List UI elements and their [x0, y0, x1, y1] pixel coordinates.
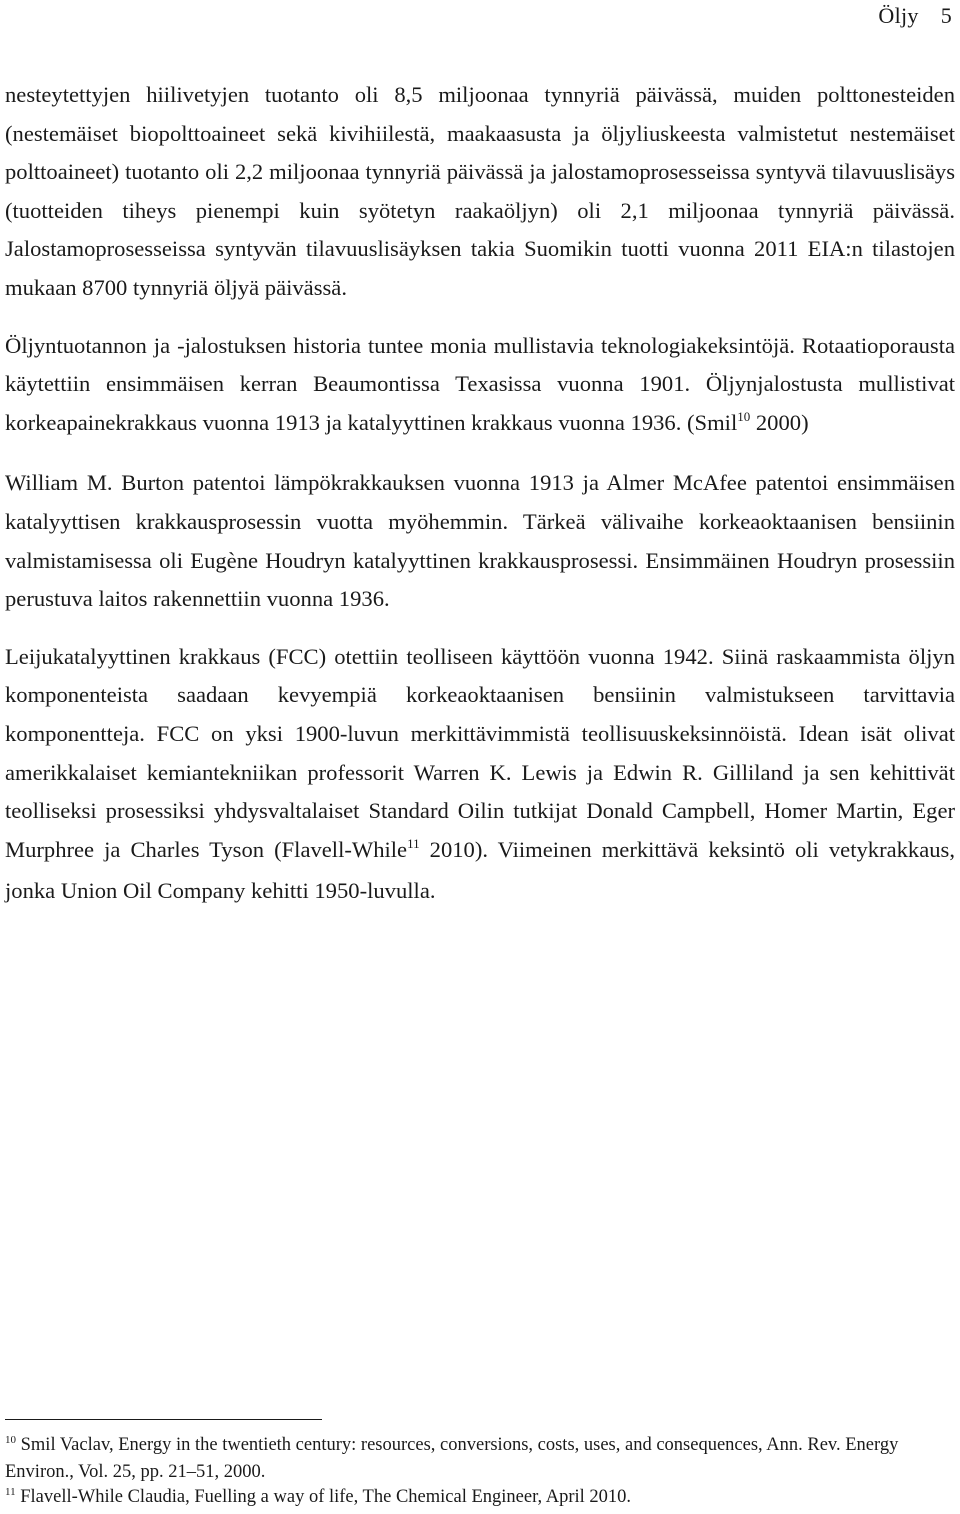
footnotes — [5, 1433, 955, 1512]
paragraph-fcc-text: Leijukatalyyttinen krakkaus (FCC) otettiin teolliseen käyttöön vuonna 1942. Siinä raskaammista öljyn komponenteista saadaan kevyempiä korkeaoktaanisen bensiinin valmistukseen tarvittavia komponentteja. FCC on yksi 1900-luvun merkittävimmistä teollisuuskeksinnöistä. Idean isät olivat amerikkalaiset kemiantekniikan professorit Warren K. Lewis ja Edwin R. Gilliland ja sen kehittivät teolliseksi prosessiksi yhdysvaltalaiset Standard Oilin tutkijat Donald Campbell, Homer Martin, Eger Murphree ja Charles Tyson (Flavell-While — [5, 643, 955, 862]
paragraph-history-text: Öljyntuotannon ja -jalostuksen historia tuntee monia mullistavia teknologiakeksintöjä. Rotaatioporausta käytettiin ensimmäisen kerran Beaumontissa Texasissa vuonna 1901. Öljynjalostusta mullistivat korkeapainekrakkaus vuonna 1913 ja katalyyttinen krakkaus vuonna 1936. (Smil — [5, 332, 955, 435]
footnote-text: Flavell-While Claudia, Fuelling a way of life, The Chemical Engineer, April 2010. — [15, 1487, 632, 1507]
footnote-marker: 11 — [5, 1486, 16, 1498]
paragraph-fcc-tail: 2010). Viimeinen merkittävä keksintö oli vetykrakkaus, jonka Union Oil Company kehitti 1950-luvulla. — [5, 836, 955, 904]
body-text — [5, 76, 955, 911]
paragraph-fcc — [5, 638, 955, 911]
footnote-ref-11[interactable]: 11 — [407, 835, 420, 851]
footnote-10 — [5, 1433, 955, 1485]
footnote-text: Smil Vaclav, Energy in the twentieth century: resources, conversions, costs, uses, and consequences, Ann. Rev. Energy Environ., Vol. 25, pp. 21–51, 2000. — [5, 1435, 899, 1482]
paragraph-production: nesteytettyjen hiilivetyjen tuotanto oli 8,5 miljoonaa tynnyriä päivässä, muiden polttonesteiden (nestemäiset biopolttoaineet sekä kivihiilestä, maakaasusta ja öljyliuskeesta valmistetut nestemäiset polttoaineet) tuotanto oli 2,2 miljoonaa tynnyriä päivässä ja jalostamoprosesseissa syntyvä tilavuuslisäys (tuotteiden tiheys pienempi kuin syötetyn raakaöljyn) oli 2,1 miljoonaa tynnyriä päivässä. Jalostamoprosesseissa syntyvän tilavuuslisäyksen takia Suomikin tuotti vuonna 2011 EIA:n tilastojen mukaan 8700 tynnyriä öljyä päivässä. — [5, 82, 955, 300]
page-number: 5 — [940, 3, 952, 28]
paragraph-cracking: William M. Burton patentoi lämpökrakkauksen vuonna 1913 ja Almer McAfee patentoi ensimmäisen katalyyttisen krakkausprosessin vuotta myöhemmin. Tärkeä välivaihe korkeaoktaanisen bensiinin valmistamisessa oli Eugène Houdryn katalyyttinen krakkausprosessi. Ensimmäinen Houdryn prosessiin perustuva laitos rakennettiin vuonna 1936. — [5, 470, 955, 612]
footnote-ref-10[interactable]: 10 — [737, 408, 751, 424]
footnote-marker: 10 — [5, 1434, 16, 1446]
running-header — [878, 2, 952, 30]
header-title: Öljy — [878, 3, 919, 28]
paragraph-history-tail: 2000) — [750, 409, 809, 435]
paragraph-history — [5, 327, 955, 446]
footnote-divider — [5, 1419, 322, 1420]
footnote-11 — [5, 1485, 955, 1512]
